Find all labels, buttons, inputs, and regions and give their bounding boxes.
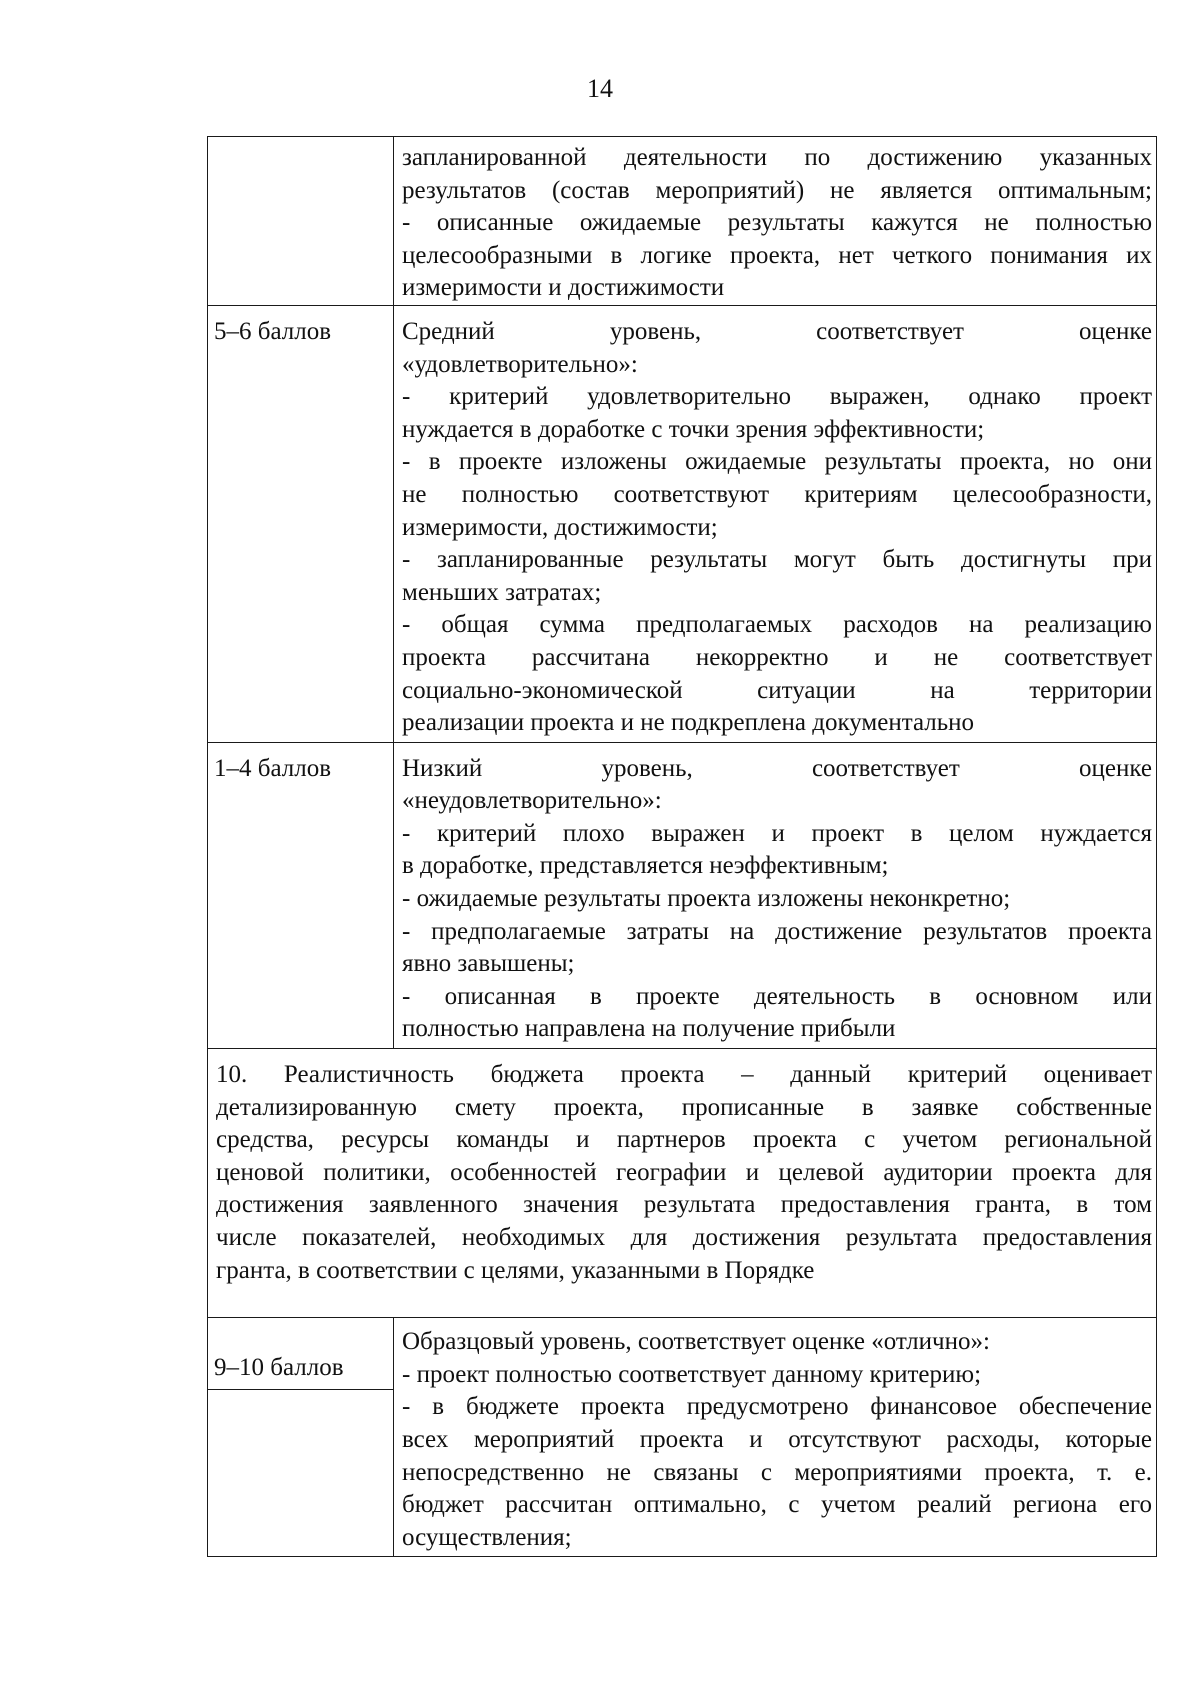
text-line: - запланированные результаты могут быть достигнуты при [402, 546, 1152, 574]
text-line: непосредственно не связаны с мероприятиями проекта, т. е. [402, 1458, 1152, 1486]
score-cell: 5–6 баллов [208, 305, 394, 742]
text-line: Образцовый уровень, соответствует оценке «отлично»: [402, 1328, 990, 1356]
text-line: измеримости, достижимости; [402, 513, 718, 541]
text-line: нуждается в доработке с точки зрения эффективности; [402, 415, 985, 443]
score-split [208, 1318, 393, 1390]
text-line: Средний уровень, соответствует оценке [402, 317, 1152, 345]
text-line: - критерий плохо выражен и проект в целом нуждается [402, 819, 1152, 847]
text-line: средства, ресурсы команды и партнеров проекта с учетом региональной [216, 1126, 1152, 1154]
text-line: - проект полностью соответствует данному критерию; [402, 1360, 982, 1388]
text-line: - ожидаемые результаты проекта изложены неконкретно; [402, 885, 1011, 913]
score-cell [208, 1318, 394, 1557]
text-line: бюджет рассчитан оптимально, с учетом реалий региона его [402, 1491, 1152, 1519]
text-line: детализированную смету проекта, прописанные в заявке собственные [216, 1093, 1152, 1121]
description-cell [394, 137, 1157, 306]
text-line: «неудовлетворительно»: [402, 787, 662, 815]
table-row [208, 742, 1157, 1048]
text-line: измеримости и достижимости [402, 274, 725, 302]
text-line: «удовлетворительно»: [402, 350, 638, 378]
text-line: - в проекте изложены ожидаемые результаты проекта, но они [402, 448, 1152, 476]
text-line: гранта, в соответствии с целями, указанными в Порядке [216, 1256, 815, 1284]
text-line: запланированной деятельности по достижению указанных [402, 144, 1152, 171]
criterion-cell [208, 1049, 1157, 1318]
text-line: - общая сумма предполагаемых расходов на реализацию [402, 611, 1152, 639]
table-row [208, 1049, 1157, 1318]
table-row [208, 305, 1157, 742]
description-cell [394, 305, 1157, 742]
text-line: Низкий уровень, соответствует оценке [402, 754, 1152, 782]
text-line: явно завышены; [402, 950, 575, 978]
text-line: результатов (состав мероприятий) не является оптимальным; [402, 176, 1152, 204]
criteria-table [207, 136, 1157, 1557]
table-row [208, 1318, 1157, 1557]
text-line: - описанные ожидаемые результаты кажутся не полностью [402, 209, 1152, 237]
text-line: целесообразными в логике проекта, нет четкого понимания их [402, 241, 1152, 269]
score-cell: 1–4 баллов [208, 742, 394, 1048]
text-line: в доработке, представляется неэффективным; [402, 852, 889, 880]
text-line: социально-экономической ситуации на территории [402, 676, 1152, 704]
text-line: - в бюджете проекта предусмотрено финансовое обеспечение [402, 1393, 1152, 1421]
text-line: всех мероприятий проекта и отсутствуют расходы, которые [402, 1425, 1152, 1453]
text-line: 10. Реалистичность бюджета проекта – данный критерий оценивает [216, 1061, 1152, 1089]
score-label: 9–10 баллов [208, 1318, 393, 1390]
text-line: ценовой политики, особенностей географии и целевой аудитории проекта для [216, 1158, 1152, 1186]
text-line: достижения заявленного значения результата предоставления гранта, в том [216, 1191, 1152, 1219]
text-line: - предполагаемые затраты на достижение результатов проекта [402, 917, 1152, 945]
description-cell [394, 742, 1157, 1048]
table-row [208, 137, 1157, 306]
text-line: осуществления; [402, 1523, 572, 1551]
text-line: числе показателей, необходимых для достижения результата предоставления [216, 1224, 1152, 1251]
description-cell [394, 1318, 1157, 1557]
text-line: не полностью соответствуют критериям целесообразности, [402, 480, 1152, 508]
text-line: меньших затратах; [402, 578, 602, 606]
text-line: - критерий удовлетворительно выражен, однако проект [402, 383, 1152, 411]
text-line: реализации проекта и не подкреплена документально [402, 709, 975, 737]
text-line: проекта рассчитана некорректно и не соответствует [402, 643, 1152, 671]
text-line: - описанная в проекте деятельность в основном или [402, 982, 1152, 1010]
page-number: 14 [587, 74, 613, 103]
text-line: полностью направлена на получение прибыли [402, 1015, 896, 1043]
score-cell [208, 137, 394, 306]
